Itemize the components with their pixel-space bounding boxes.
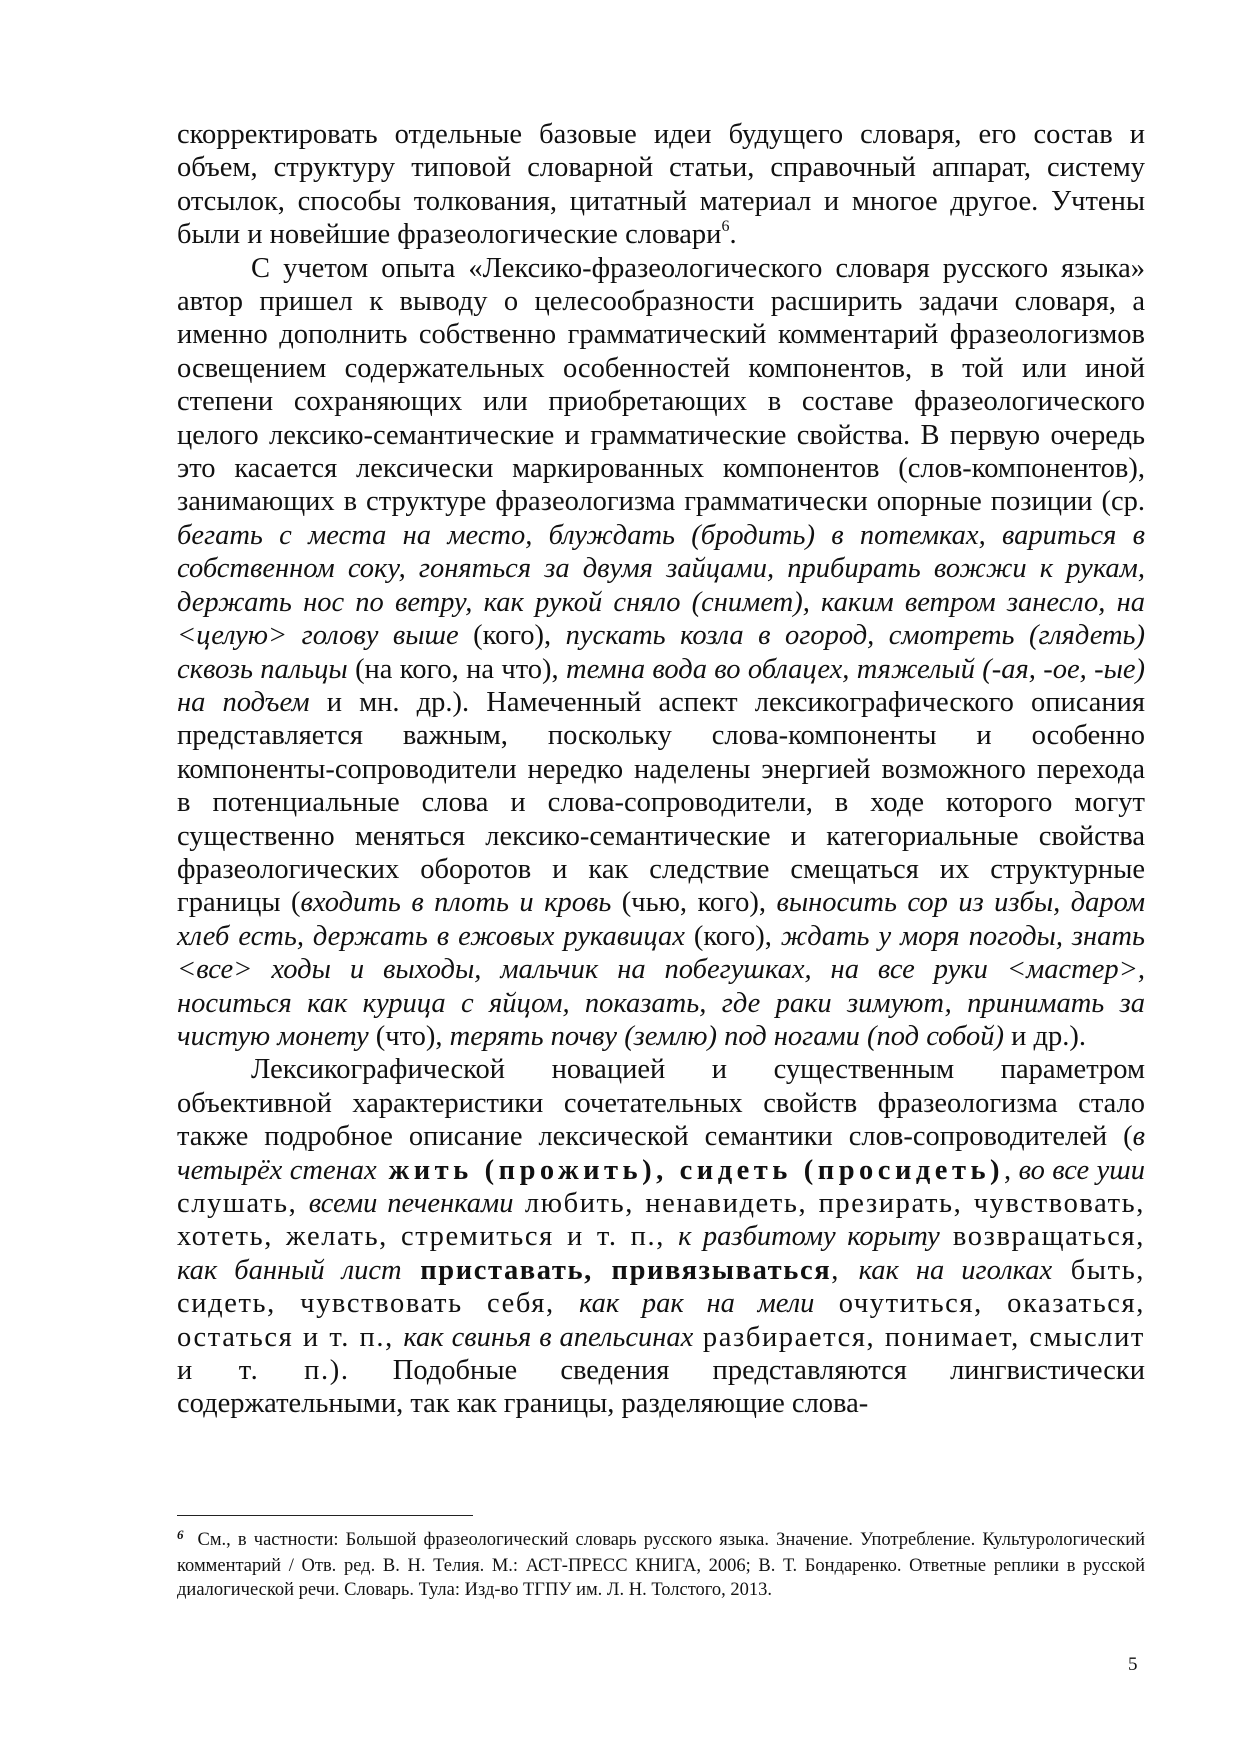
paragraph-1-text: скорректировать отдельные базовые идеи будущего словаря, его состав и объем, структуру типовой словарной статьи, справочный аппарат, систему отсылок, способы толкования, цитатный материал и многое другое. Учтены были и новейшие фразеологические словари bbox=[177, 119, 1145, 251]
footnote-divider bbox=[177, 1515, 473, 1516]
footnote-text: См., в частности: Большой фразеологический словарь русского языка. Значение. Употребление. Культурологический комментарий / Отв. ред. В. Н. Телия. М.: АСТ-ПРЕСС КНИГА, 2006; В. Т. Бондаренко. Ответные реплики в русской диалогической речи. Словарь. Тула: Изд-во ТГПУ им. Л. Н. Толстого, 2013. bbox=[177, 1530, 1145, 1600]
paragraph-2: С учетом опыта «Лексико-фразеологического словаря русского языка» автор пришел к выводу о целесообразности расширить задачи словаря, а именно дополнить собственно грамматический комментарий фразеологизмов освещением содержательных особенностей компонентов, в той или иной степени сохраняющих или приобретающих в составе фразеологического целого лексико-семантические и грамматические свойства. В первую очередь это касается лексически маркированных компонентов (слов-компонентов), занимающих в структуре фразеологизма грамматически опорные позиции (ср. бегать с места на место, блуждать (бродить) в потемках, вариться в собственном соку, гоняться за двумя зайцами, прибирать вожжи к рукам, держать нос по ветру, как рукой сняло (снимет), каким ветром занесло, на <целую> голову выше (кого), пускать козла в огород, смотреть (глядеть) сквозь пальцы (на кого, на что), темна вода во облацех, тяжелый (-ая, -ое, -ые) на подъем и мн. др.). Намеченный аспект лексикографического описания представляется важным, поскольку слова-компоненты и особенно компоненты-сопроводители нередко наделены энергией возможного перехода в потенциальные слова и слова-сопроводители, в ходе которого могут существенно меняться лексико-семантические и категориальные свойства фразеологических оборотов и как следствие смещаться их структурные границы (входить в плоть и кровь (чью, кого), выносить сор из избы, даром хлеб есть, держать в ежовых рукавицах (кого), ждать у моря погоды, знать <все> ходы и выходы, мальчик на побегушках, на все руки <мастер>, носиться как курица с яйцом, показать, где раки зимуют, принимать за чистую монету (что), терять почву (землю) под ногами (под собой) и др.). bbox=[177, 252, 1146, 1052]
footnote-reference[interactable]: 6 bbox=[721, 217, 730, 235]
page-number: 5 bbox=[1128, 1654, 1138, 1675]
footnote bbox=[177, 1528, 1145, 1603]
bold-spaced-verbs: жить (прожить), сидеть (просидеть) bbox=[376, 1154, 1005, 1186]
paragraph-1: скорректировать отдельные базовые идеи будущего словаря, его состав и объем, структуру типовой словарной статьи, справочный аппарат, систему отсылок, способы толкования, цитатный материал и многое другое. Учтены были и новейшие фразеологические словари$^6$. bbox=[177, 119, 1145, 251]
paragraph-3: Лексикографической новацией и существенным параметром объективной характеристики сочетательных свойств фразеологизма стало также подробное описание лексической семантики слов-сопроводителей (в четырёх стенах жить (прожить), сидеть (просидеть), во все уши слушать, всеми печенками любить, ненавидеть, презирать, чувствовать, хотеть, желать, стремиться и т. п., к разбитому корыту возвращаться, как банный лист приставать, привязываться, как на иголках быть, сидеть, чувствовать себя, как рак на мели очутиться, оказаться, остаться и т. п., как свинья в апельсинах разбирается, понимает, смыслит и т. п.). Подобные сведения представляются лингвистически содержательными, так как границы, разделяющие слова- bbox=[177, 1054, 1146, 1420]
footnote-number: 6 bbox=[177, 1527, 184, 1542]
phraseologism-examples: бегать с места на место, блуждать (бродить) в потемках, вариться в собственном соку, гоняться за двумя зайцами, прибирать вожжи к рукам, держать нос по ветру, как рукой сняло (снимет), каким ветром занесло, на <целую> голову выше bbox=[177, 519, 1145, 652]
main-text bbox=[177, 118, 1145, 1421]
